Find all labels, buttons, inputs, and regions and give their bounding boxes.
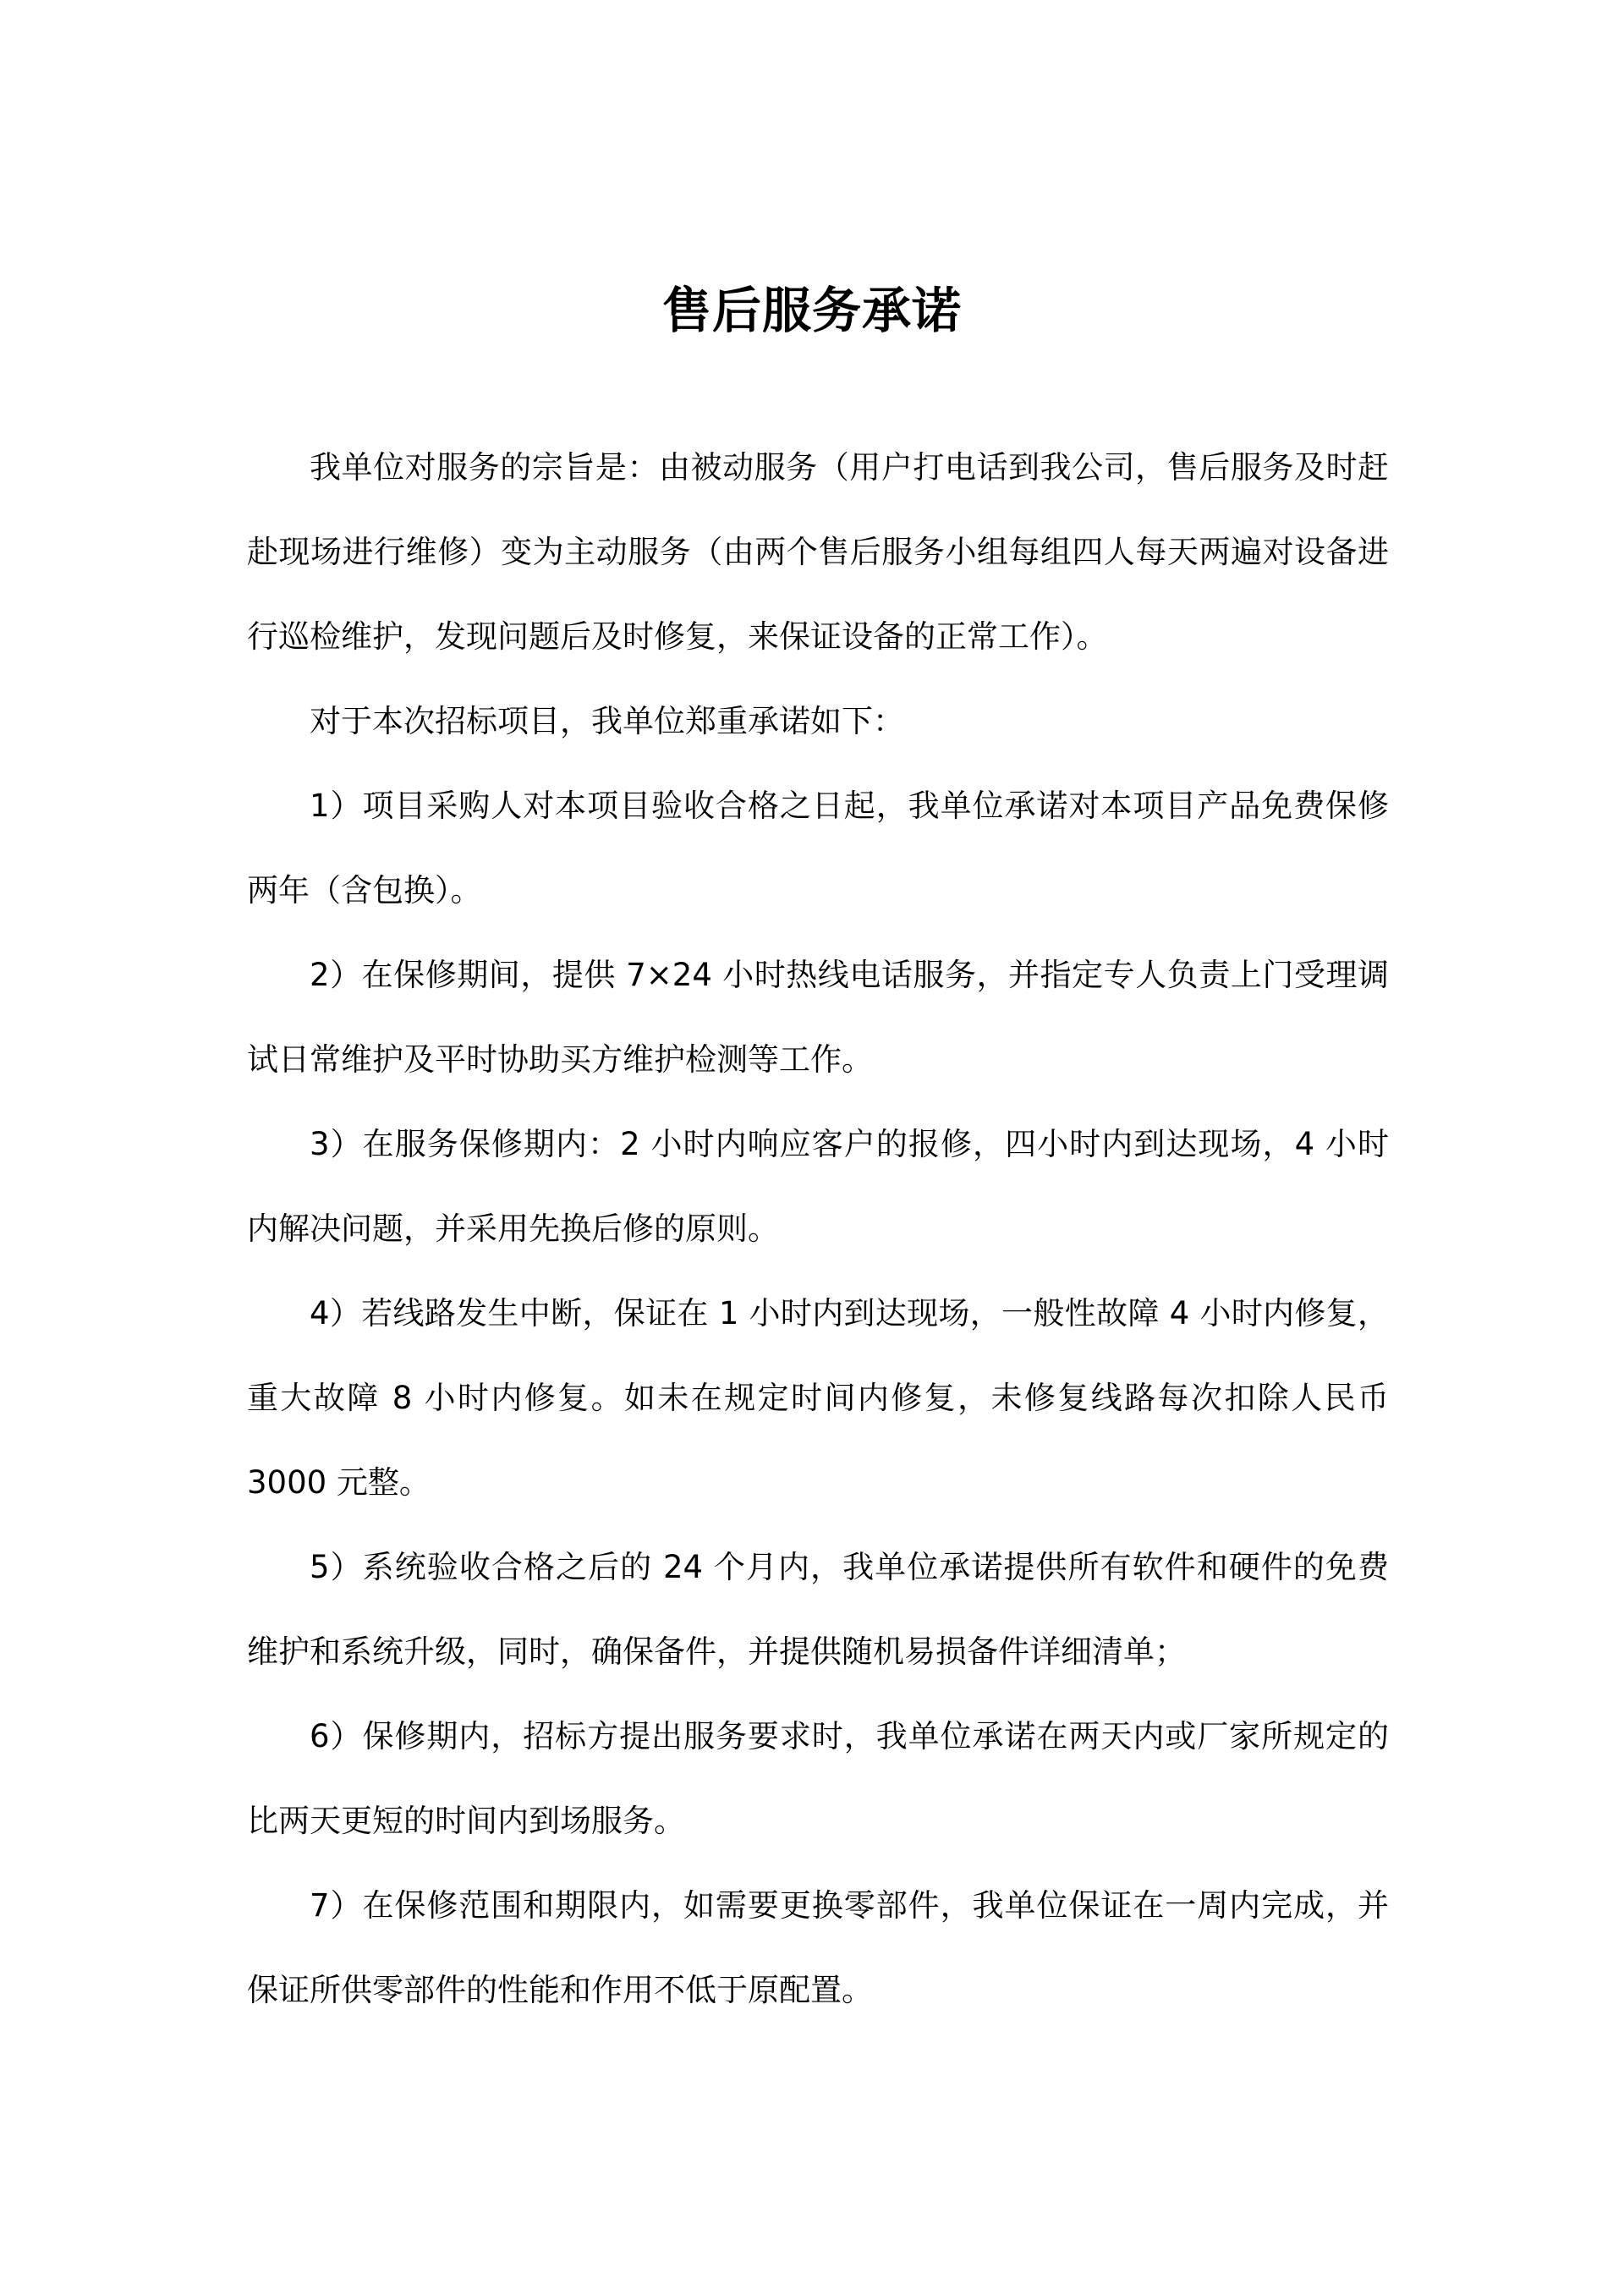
paragraph-item-3: 3）在服务保修期内：2 小时内响应客户的报修，四小时内到达现场，4 小时内解决问题，并采用先换后修的原则。 <box>247 1126 1389 1247</box>
paragraph-item-4: 4）若线路发生中断，保证在 1 小时内到达现场，一般性故障 4 小时内修复，重大故障 8 小时内修复。如未在规定时间内修复，未修复线路每次扣除人民币 3000 元整。 <box>247 1295 1389 1501</box>
paragraph-intro: 我单位对服务的宗旨是：由被动服务（用户打电话到我公司，售后服务及时赶赴现场进行维修）变为主动服务（由两个售后服务小组每组四人每天两遍对设备进行巡检维护，发现问题后及时修复，来保证设备的正常工作）。 <box>247 449 1389 655</box>
paragraph-item-1: 1）项目采购人对本项目验收合格之日起，我单位承诺对本项目产品免费保修两年（含包换）。 <box>247 788 1389 909</box>
paragraph-item-2: 2）在保修期间，提供 7×24 小时热线电话服务，并指定专人负责上门受理调试日常维护及平时协助买方维护检测等工作。 <box>247 957 1389 1078</box>
document-title: 售后服务承诺 <box>661 282 962 339</box>
paragraph-commitment-lead: 对于本次招标项目，我单位郑重承诺如下： <box>310 703 904 739</box>
paragraph-item-7: 7）在保修范围和期限内，如需要更换零部件，我单位保证在一周内完成，并保证所供零部件的性能和作用不低于原配置。 <box>247 1887 1389 2008</box>
paragraph-item-6: 6）保修期内，招标方提出服务要求时，我单位承诺在两天内或厂家所规定的比两天更短的时间内到场服务。 <box>247 1718 1389 1839</box>
document-body <box>247 426 1389 2033</box>
paragraph-item-5: 5）系统验收合格之后的 24 个月内，我单位承诺提供所有软件和硬件的免费维护和系统升级，同时，确保备件，并提供随机易损备件详细清单； <box>247 1549 1389 1670</box>
